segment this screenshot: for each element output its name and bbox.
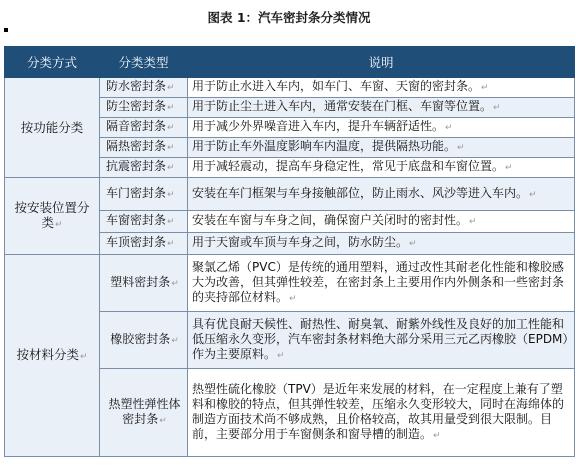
type-cell: 防尘密封条↵ [100, 98, 188, 118]
type-cell: 隔热密封条↵ [100, 138, 188, 158]
desc-cell: 安装在车窗与车身之间，确保窗户关闭时的密封性。↵ [188, 211, 575, 233]
type-cell: 车门密封条↵ [100, 178, 188, 211]
header-type: 分类类型 [100, 47, 188, 78]
desc-cell: 热塑性硫化橡胶（TPV）是近年来发展的材料，在一定程度上兼有了塑料和橡胶的特点，但其弹性较差，压缩永久变形较大，同时在海绵体的制造方面技术尚不够成熟，且价格较高，故其用量受到很大限制。目前，主要部分用于车窗侧条和窗导槽的制造。↵ [188, 369, 575, 457]
type-cell: 抗震密封条↵ [100, 158, 188, 178]
desc-cell: 用于减轻震动，提高车身稳定性，常见于底盘和车窗位置。↵ [188, 158, 575, 178]
type-cell: 隔音密封条↵ [100, 118, 188, 138]
header-method: 分类方式 [5, 47, 100, 78]
table-row [5, 178, 575, 211]
type-cell: 塑料密封条↵ [100, 255, 188, 312]
desc-cell: 用于防止水进入车内，如车门、车窗、天窗的密封条。↵ [188, 78, 575, 98]
method-cell: 按材料分类↵ [5, 255, 100, 457]
desc-cell: 聚氯乙烯（PVC）是传统的通用塑料，通过改性其耐老化性能和橡胶感大为改善，但其弹性较差，在密封条上主要用作内外侧条和一些密封条的夹持部位材料。↵ [188, 255, 575, 312]
classification-table [4, 46, 575, 457]
type-cell: 防水密封条↵ [100, 78, 188, 98]
type-cell: 橡胶密封条↵ [100, 312, 188, 369]
paragraph-bullet [4, 28, 8, 32]
table-row [5, 78, 575, 98]
desc-cell: 用于天窗或车顶与车身之间，防水防尘。↵ [188, 233, 575, 255]
type-cell: 热塑性弹性体密封条↵ [100, 369, 188, 457]
desc-cell: 用于减少外界噪音进入车内，提升车辆舒适性。↵ [188, 118, 575, 138]
header-desc: 说明 [188, 47, 575, 78]
table-caption: 图表 1：汽车密封条分类情况 [207, 10, 371, 25]
type-cell: 车窗密封条↵ [100, 211, 188, 233]
header-row [5, 47, 575, 78]
method-cell: 按安装位置分类↵ [5, 178, 100, 255]
type-cell: 车顶密封条↵ [100, 233, 188, 255]
desc-cell: 具有优良耐天候性、耐热性、耐臭氧、耐紫外线性及良好的加工性能和低压缩永久变形，汽车密封条材料绝大部分采用三元乙丙橡胶（EPDM）作为主要原料。↵ [188, 312, 575, 369]
desc-cell: 用于防止尘土进入车内，通常安装在门框、车窗等位置。↵ [188, 98, 575, 118]
table-row [5, 255, 575, 312]
desc-cell: 用于防止车外温度影响车内温度，提供隔热功能。↵ [188, 138, 575, 158]
method-cell: 按功能分类 [5, 78, 100, 178]
desc-cell: 安装在车门框架与车身接触部位，防止雨水、风沙等进入车内。↵ [188, 178, 575, 211]
